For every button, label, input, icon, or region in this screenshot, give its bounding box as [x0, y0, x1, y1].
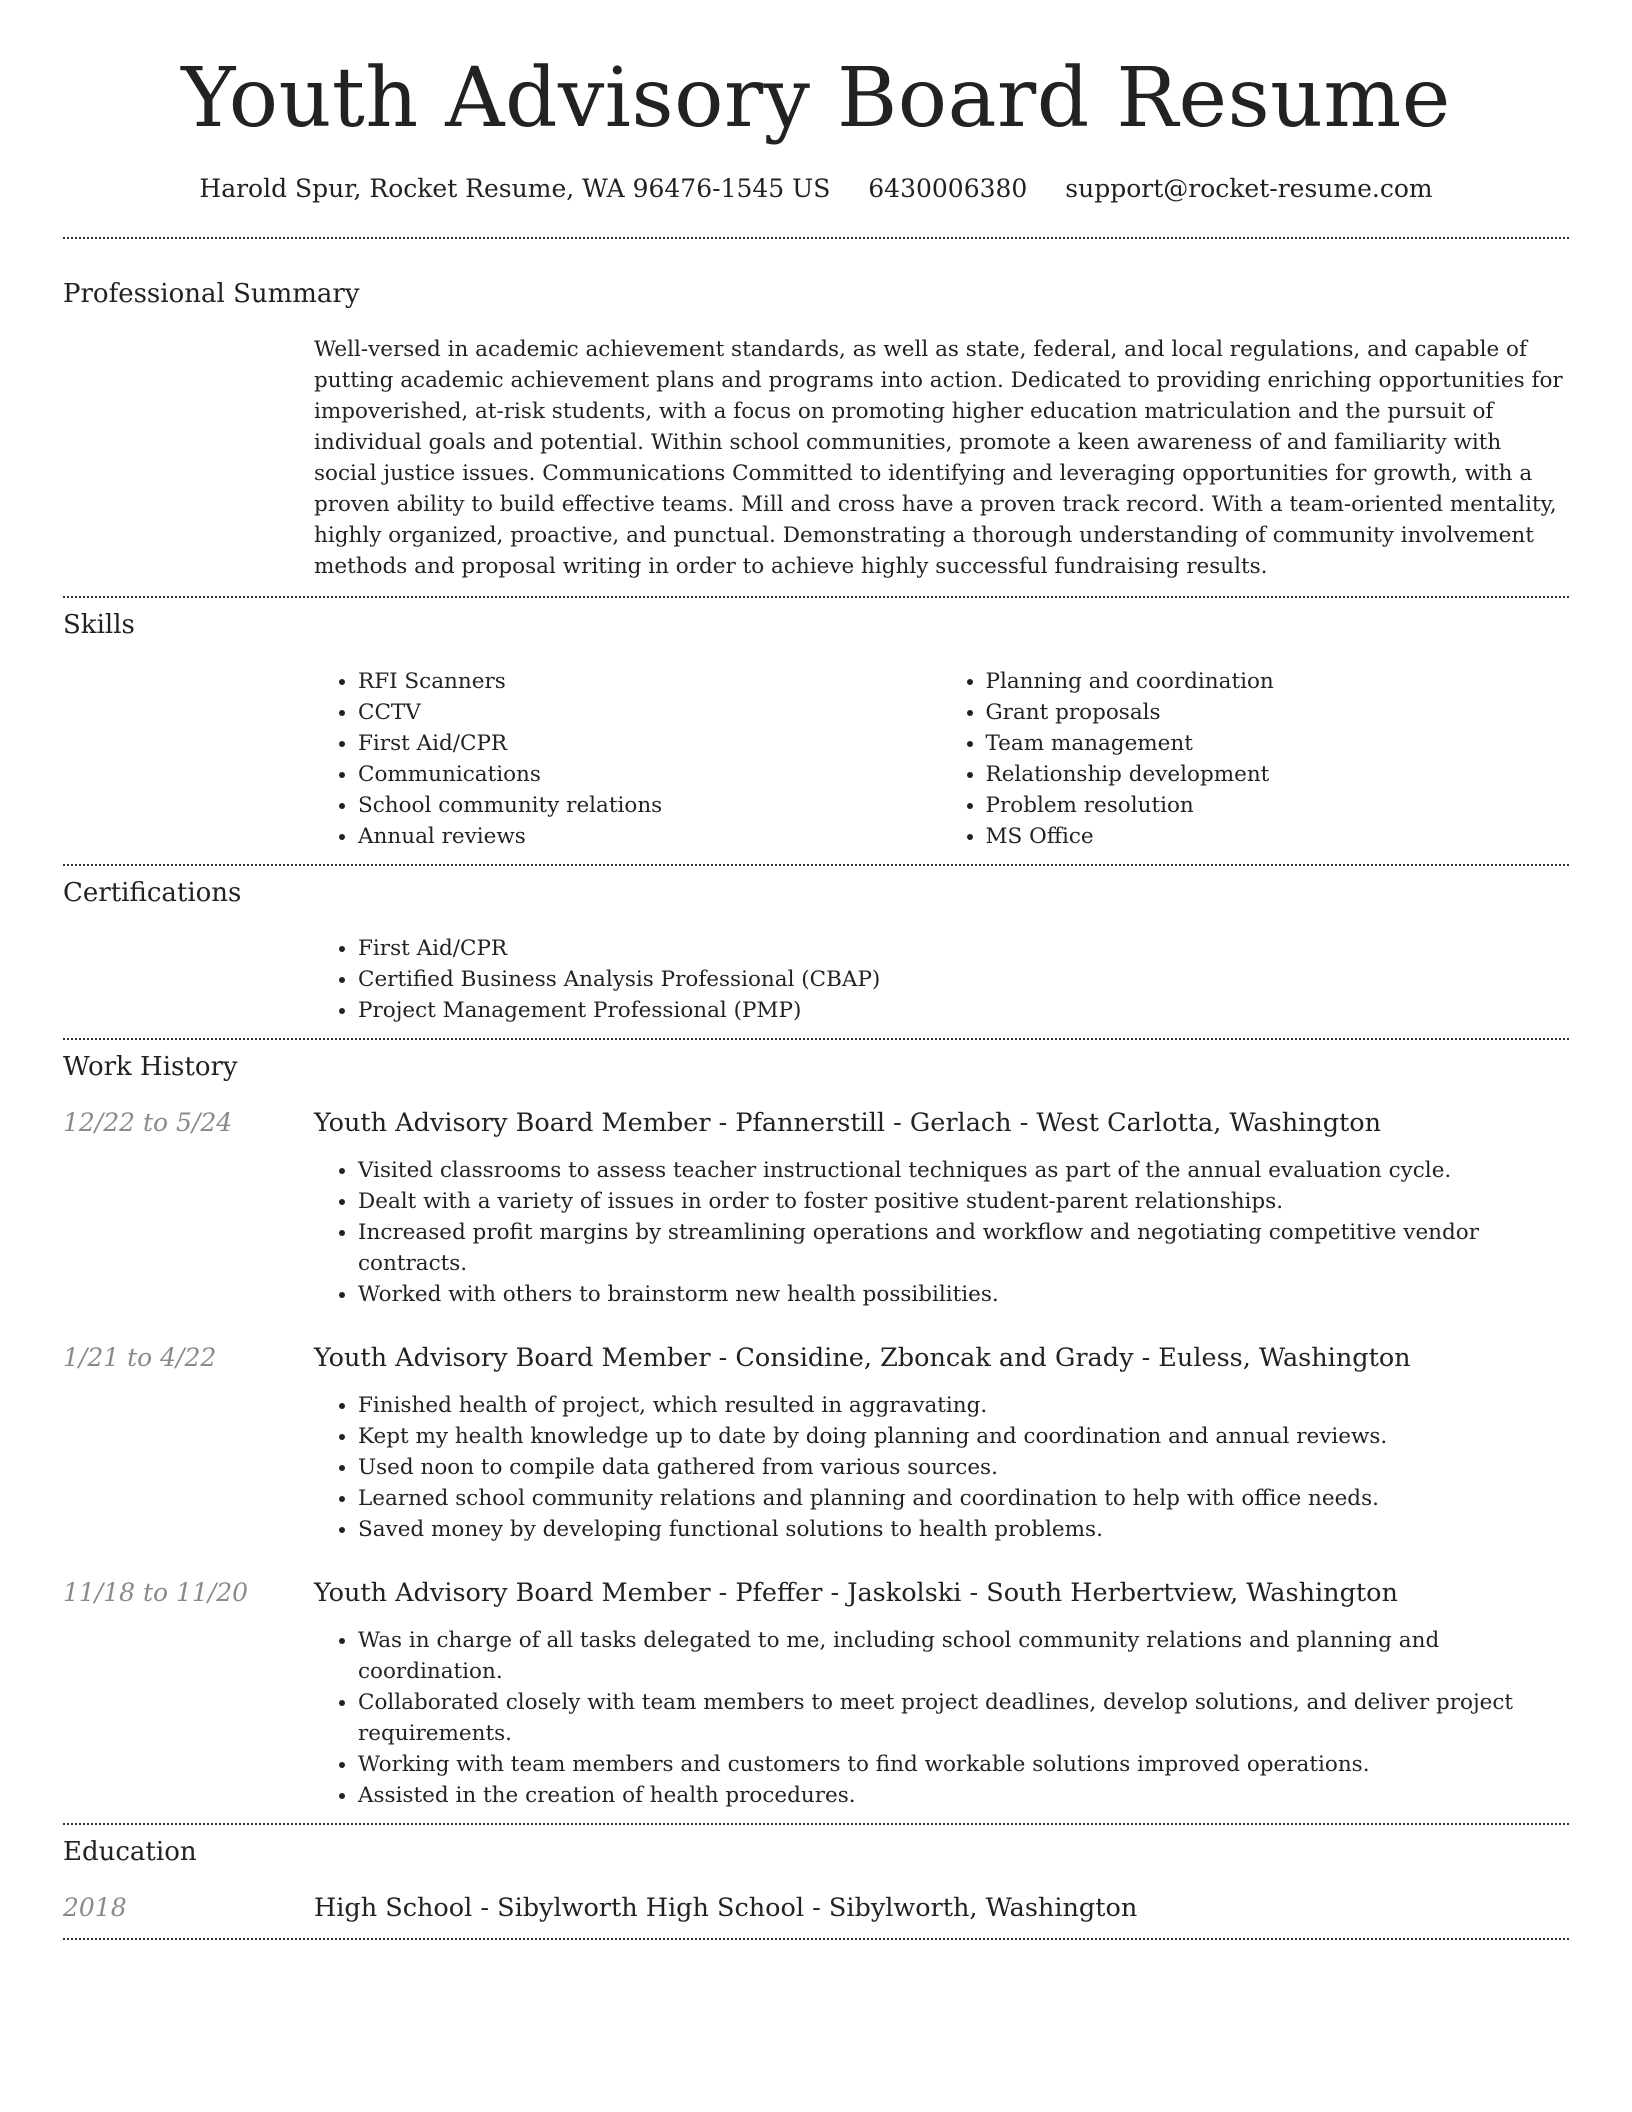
- contact-phone: 6430006380: [868, 174, 1028, 204]
- section-heading-summary: Professional Summary: [63, 279, 360, 310]
- job-details: [314, 1107, 1569, 1310]
- list-item: • Working with team members and customers to find workable solutions improved operations.: [358, 1749, 1569, 1780]
- list-item: • Kept my health knowledge up to date by doing planning and coordination and annual reviews.: [358, 1421, 1569, 1452]
- list-item: • Annual reviews: [358, 821, 942, 852]
- list-item: • MS Office: [986, 821, 1570, 852]
- list-item: • RFI Scanners: [358, 666, 942, 697]
- job-details: [314, 1577, 1569, 1811]
- contact-address: Harold Spur, Rocket Resume, WA 96476-1545 US: [199, 174, 831, 204]
- list-item: • Was in charge of all tasks delegated to me, including school community relations and planning and coordination.: [358, 1625, 1569, 1687]
- contact-email: support@rocket-resume.com: [1065, 174, 1433, 204]
- list-item: • Used noon to compile data gathered from various sources.: [358, 1452, 1569, 1483]
- list-item: • Project Management Professional (PMP): [358, 995, 1569, 1026]
- education-details: [314, 1892, 1569, 1924]
- list-item: • Problem resolution: [986, 790, 1570, 821]
- list-item: • Communications: [358, 759, 942, 790]
- list-item: • CCTV: [358, 697, 942, 728]
- job-bullets: [314, 1155, 1569, 1310]
- list-item: • Increased profit margins by streamlining operations and workflow and negotiating competitive vendor contracts.: [358, 1217, 1569, 1279]
- job-title: Youth Advisory Board Member - Considine, Zboncak and Grady - Euless, Washington: [314, 1343, 1411, 1374]
- skills-list-right: [942, 666, 1570, 852]
- list-item: • Saved money by developing functional solutions to health problems.: [358, 1514, 1569, 1545]
- summary-text: Well-versed in academic achievement standards, as well as state, federal, and local regulations, and capable of putting academic achievement plans and programs into action. Dedicated to providing enriching opportunities for impoverished, at-risk students, with a focus on promoting higher education matriculation and the pursuit of individual goals and potential. Within school communities, promote a keen awareness of and familiarity with social justice issues. Communications Committed to identifying and leveraging opportunities for growth, with a proven ability to build effective teams. Mill and cross have a proven track record. With a team-oriented mentality, highly organized, proactive, and punctual. Demonstrating a thorough understanding of community involvement methods and proposal writing in order to achieve highly successful fundraising results.: [314, 337, 1563, 580]
- section-heading-certifications: Certifications: [63, 877, 242, 908]
- certifications-list: [314, 933, 1569, 1026]
- summary-section: [63, 239, 1569, 582]
- job-bullets: [314, 1390, 1569, 1545]
- job-date: 12/22 to 5/24: [63, 1108, 233, 1138]
- list-item: • Learned school community relations and planning and coordination to help with office needs.: [358, 1483, 1569, 1514]
- resume-title: Youth Advisory Board Resume: [181, 51, 1451, 146]
- education-section: [63, 1825, 1569, 1924]
- list-item: • Certified Business Analysis Professional (CBAP): [358, 964, 1569, 995]
- resume-page: [63, 0, 1569, 1940]
- skills-list-left: [314, 666, 942, 852]
- list-item: • First Aid/CPR: [358, 933, 1569, 964]
- list-item: • Finished health of project, which resulted in aggravating.: [358, 1390, 1569, 1421]
- divider: [63, 1938, 1569, 1940]
- list-item: • Team management: [986, 728, 1570, 759]
- work-history-section: [63, 1040, 1569, 1811]
- education-entry: [63, 1892, 1569, 1924]
- education-date: 2018: [63, 1893, 127, 1923]
- list-item: • Planning and coordination: [986, 666, 1570, 697]
- list-item: • Visited classrooms to assess teacher instructional techniques as part of the annual evaluation cycle.: [358, 1155, 1569, 1186]
- job-title: Youth Advisory Board Member - Pfeffer - Jaskolski - South Herbertview, Washington: [314, 1578, 1398, 1609]
- job-entry: [63, 1107, 1569, 1310]
- job-date: 11/18 to 11/20: [63, 1578, 249, 1608]
- list-item: • Relationship development: [986, 759, 1570, 790]
- job-details: [314, 1342, 1569, 1545]
- list-item: • Dealt with a variety of issues in order to foster positive student-parent relationships.: [358, 1186, 1569, 1217]
- section-heading-work-history: Work History: [63, 1051, 238, 1082]
- certifications-section: [63, 866, 1569, 1026]
- contact-line: [63, 174, 1569, 203]
- list-item: • School community relations: [358, 790, 942, 821]
- list-item: • Assisted in the creation of health procedures.: [358, 1780, 1569, 1811]
- list-item: • First Aid/CPR: [358, 728, 942, 759]
- certifications-block: [314, 933, 1569, 1026]
- list-item: • Worked with others to brainstorm new health possibilities.: [358, 1279, 1569, 1310]
- section-heading-skills: Skills: [63, 610, 135, 641]
- skills-grid: [314, 666, 1569, 852]
- list-item: • Grant proposals: [986, 697, 1570, 728]
- skills-section: [63, 598, 1569, 851]
- job-bullets: [314, 1625, 1569, 1811]
- job-date: 1/21 to 4/22: [63, 1343, 217, 1373]
- job-entry: [63, 1577, 1569, 1811]
- job-title: Youth Advisory Board Member - Pfannerstill - Gerlach - West Carlotta, Washington: [314, 1108, 1382, 1139]
- education-title: High School - Sibylworth High School - Sibylworth, Washington: [314, 1893, 1138, 1924]
- job-entry: [63, 1342, 1569, 1545]
- list-item: • Collaborated closely with team members to meet project deadlines, develop solutions, and deliver project requirements.: [358, 1687, 1569, 1749]
- section-heading-education: Education: [63, 1837, 197, 1868]
